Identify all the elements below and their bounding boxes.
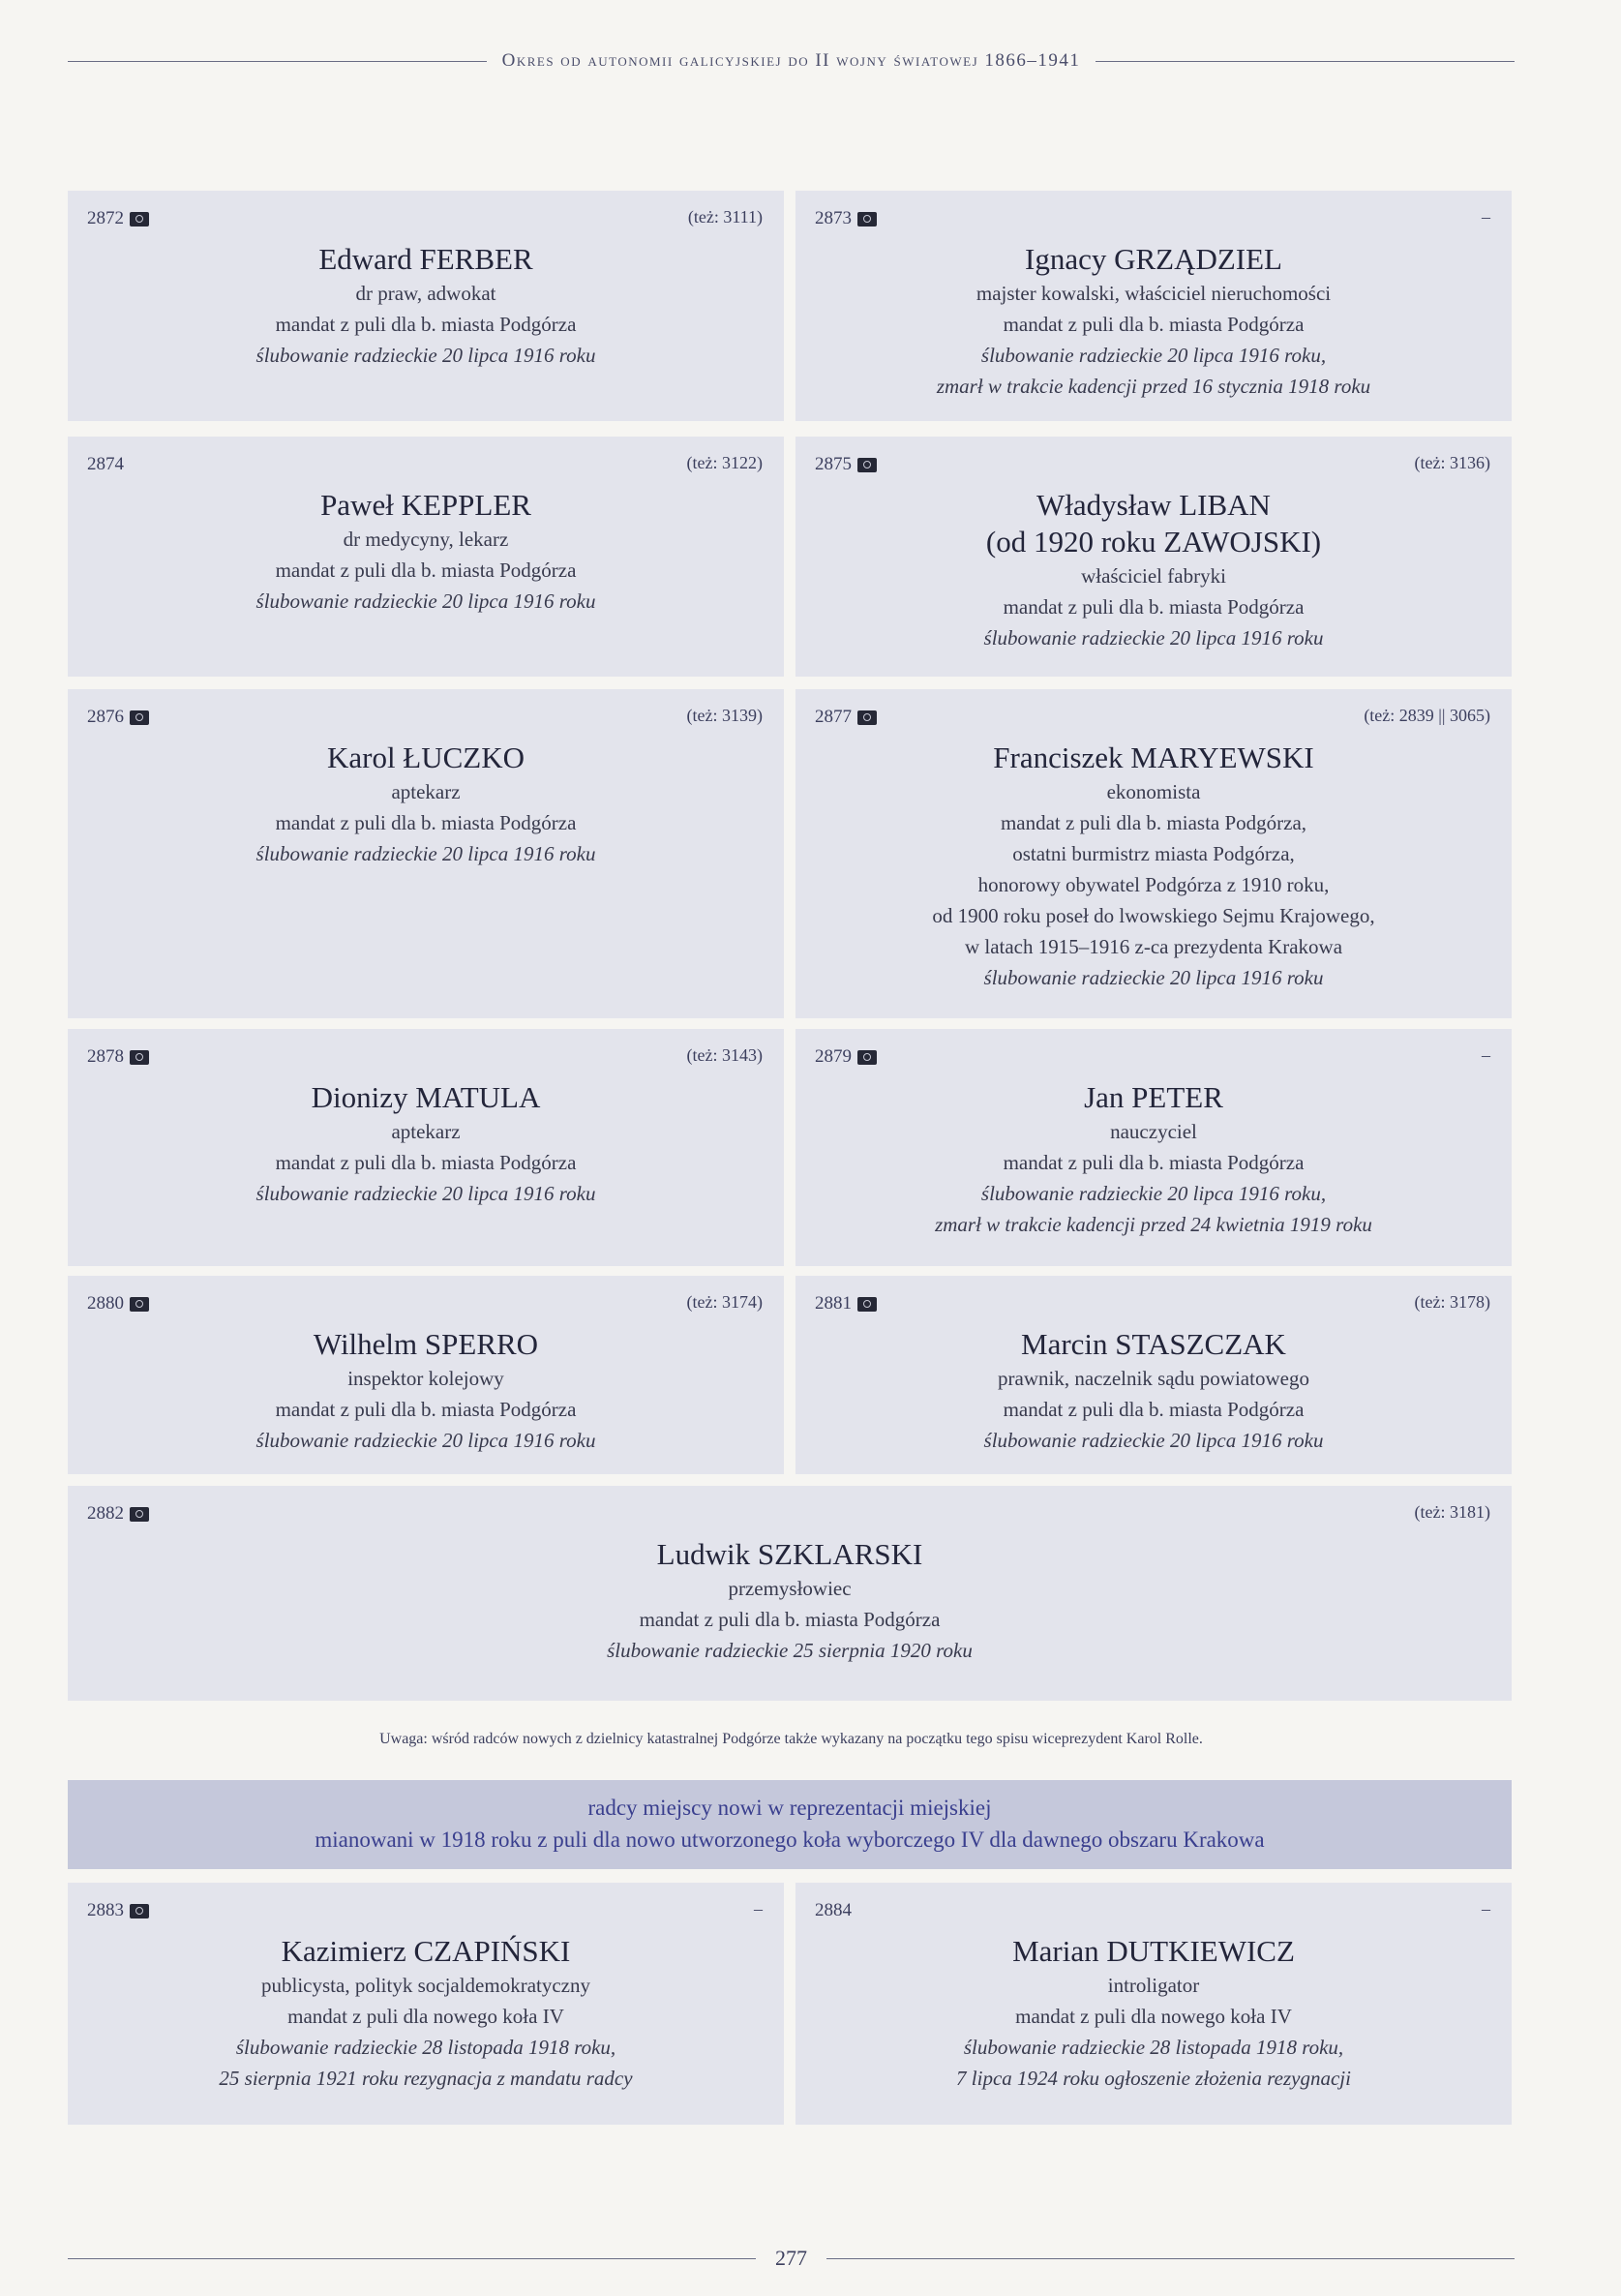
cross-reference: (też: 3136) (1414, 453, 1490, 472)
entry-oath-line: ślubowanie radzieckie 20 lipca 1916 roku (255, 344, 596, 367)
person-name: Karol ŁUCZKO (326, 740, 525, 774)
entry-line: aptekarz (391, 1120, 461, 1143)
entry-line: mandat z puli dla b. miasta Podgórza (1003, 1398, 1305, 1421)
header-rule-right (1096, 61, 1515, 62)
entry-number (815, 208, 877, 229)
entry-number-text: 2875 (815, 454, 852, 474)
entry-number-text: 2876 (87, 707, 124, 727)
entry-line: mandat z puli dla b. miasta Podgórza (1003, 313, 1305, 336)
entry-body (795, 1079, 1512, 1240)
entry-number (815, 454, 877, 475)
cross-reference: – (1482, 207, 1490, 227)
header-rule-left (68, 61, 487, 62)
entry-number (87, 707, 149, 728)
entry-card-2874 (68, 437, 784, 677)
entry-number (815, 1046, 877, 1068)
cross-reference: (też: 2839 || 3065) (1364, 706, 1490, 725)
entry-oath-line: ślubowanie radzieckie 25 sierpnia 1920 roku (607, 1639, 973, 1662)
entry-card-2882 (68, 1486, 1512, 1701)
entry-oath-line: ślubowanie radzieckie 28 listopada 1918 roku, (235, 2036, 616, 2059)
photo-icon (857, 1297, 877, 1312)
entry-number (815, 707, 877, 728)
entry-line: mandat z puli dla b. miasta Podgórza (275, 313, 577, 336)
page-number: 277 (775, 2246, 807, 2270)
entry-body (68, 1326, 784, 1456)
entry-oath-line: ślubowanie radzieckie 20 lipca 1916 roku (255, 1429, 596, 1452)
cross-reference: (też: 3181) (1414, 1502, 1490, 1522)
entry-body (795, 487, 1512, 653)
entry-oath-line: ślubowanie radzieckie 20 lipca 1916 roku (255, 1182, 596, 1205)
entry-card-2879 (795, 1029, 1512, 1266)
entry-line: honorowy obywatel Podgórza z 1910 roku, (977, 873, 1330, 896)
section-banner (68, 1780, 1512, 1869)
photo-icon (857, 458, 877, 472)
footer-rule-right (826, 2258, 1515, 2259)
entry-line: mandat z puli dla b. miasta Podgórza (1003, 1151, 1305, 1174)
entry-number-text: 2880 (87, 1293, 124, 1314)
entry-card-2872 (68, 191, 784, 421)
entry-line: mandat z puli dla b. miasta Podgórza (275, 1151, 577, 1174)
entry-line: nauczyciel (1110, 1120, 1197, 1143)
entry-number (815, 1900, 852, 1921)
entry-body (795, 1326, 1512, 1456)
person-name: Kazimierz CZAPIŃSKI (281, 1934, 571, 1968)
cross-reference: (też: 3174) (686, 1292, 763, 1312)
entry-line: mandat z puli dla nowego koła IV (1015, 2005, 1292, 2028)
entry-line: publicysta, polityk socjaldemokratyczny (261, 1974, 590, 1997)
photo-icon (130, 1507, 149, 1522)
entry-number-text: 2872 (87, 208, 124, 228)
editorial-note: Uwaga: wśród radców nowych z dzielnicy katastralnej Podgórze także wykazany na początku tego spisu wiceprezydent Karol Rolle. (379, 1731, 1203, 1747)
entry-card-2881 (795, 1276, 1512, 1474)
entry-number-text: 2873 (815, 208, 852, 228)
entry-number (87, 1900, 149, 1921)
person-name-alt: (od 1920 roku ZAWOJSKI) (985, 525, 1322, 559)
entry-line: właściciel fabryki (1081, 564, 1226, 588)
person-name: Paweł KEPPLER (320, 488, 531, 522)
entry-number-text: 2874 (87, 454, 124, 474)
person-name: Marian DUTKIEWICZ (1012, 1934, 1295, 1968)
running-title: Okres od autonomii galicyjskiej do II wojny światowej 1866–1941 (501, 50, 1081, 71)
entry-oath-line: ślubowanie radzieckie 20 lipca 1916 roku, (980, 344, 1327, 367)
cross-reference: – (754, 1899, 763, 1918)
entry-oath-line: ślubowanie radzieckie 20 lipca 1916 roku (983, 1429, 1324, 1452)
entry-body (68, 487, 784, 617)
photo-icon (130, 212, 149, 227)
entry-line: mandat z puli dla b. miasta Podgórza, (1000, 811, 1307, 834)
photo-icon (130, 710, 149, 725)
entry-card-2873 (795, 191, 1512, 421)
entry-body (795, 1933, 1512, 2094)
entry-oath-line: zmarł w trakcie kadencji przed 16 stycznia 1918 roku (936, 375, 1371, 398)
entry-line: introligator (1107, 1974, 1200, 1997)
person-name: Władysław LIBAN (1036, 488, 1271, 522)
entry-number (87, 454, 124, 475)
entry-number (87, 1046, 149, 1068)
entry-body (68, 740, 784, 869)
entry-card-2875 (795, 437, 1512, 677)
entry-card-2876 (68, 689, 784, 1018)
entry-line: mandat z puli dla b. miasta Podgórza (275, 559, 577, 582)
entry-line: ekonomista (1106, 780, 1201, 803)
cross-reference: – (1482, 1045, 1490, 1065)
footer-rule-left (68, 2258, 756, 2259)
photo-icon (130, 1297, 149, 1312)
page-footer (68, 2246, 1515, 2271)
entry-line: mandat z puli dla b. miasta Podgórza (639, 1608, 941, 1631)
person-name: Franciszek MARYEWSKI (993, 740, 1314, 774)
entry-line: przemysłowiec (728, 1577, 852, 1600)
entry-number (87, 1293, 149, 1314)
entry-line: mandat z puli dla b. miasta Podgórza (1003, 595, 1305, 619)
photo-icon (130, 1050, 149, 1065)
entry-card-2884 (795, 1883, 1512, 2125)
entry-number-text: 2879 (815, 1046, 852, 1067)
entry-oath-line: ślubowanie radzieckie 20 lipca 1916 roku (255, 842, 596, 865)
entry-body (68, 241, 784, 371)
section-banner-line-2: mianowani w 1918 roku z puli dla nowo utworzonego koła wyborczego IV dla dawnego obszaru Krakowa (315, 1828, 1265, 1852)
cross-reference: (też: 3139) (686, 706, 763, 725)
entry-oath-line: ślubowanie radzieckie 20 lipca 1916 roku (255, 589, 596, 613)
entry-number-text: 2881 (815, 1293, 852, 1314)
cross-reference: (też: 3111) (687, 207, 763, 227)
entry-body (68, 1536, 1512, 1666)
entry-line: dr praw, adwokat (355, 282, 496, 305)
entry-card-2880 (68, 1276, 784, 1474)
entry-line: aptekarz (391, 780, 461, 803)
entry-number (87, 208, 149, 229)
entry-line: prawnik, naczelnik sądu powiatowego (998, 1367, 1309, 1390)
entry-line: mandat z puli dla b. miasta Podgórza (275, 811, 577, 834)
section-banner-line-1: radcy miejscy nowi w reprezentacji miejskiej (587, 1796, 992, 1820)
entry-number (815, 1293, 877, 1314)
photo-icon (857, 710, 877, 725)
entry-body (795, 241, 1512, 402)
entry-line: w latach 1915–1916 z-ca prezydenta Krakowa (964, 935, 1343, 958)
cross-reference: – (1482, 1899, 1490, 1918)
entry-number-text: 2884 (815, 1900, 852, 1920)
cross-reference: (też: 3122) (686, 453, 763, 472)
person-name: Ignacy GRZĄDZIEL (1025, 242, 1282, 276)
photo-icon (857, 212, 877, 227)
cross-reference: (też: 3178) (1414, 1292, 1490, 1312)
entry-oath-line: ślubowanie radzieckie 20 lipca 1916 roku (983, 626, 1324, 650)
person-name: Edward FERBER (318, 242, 533, 276)
person-name: Jan PETER (1084, 1080, 1223, 1114)
person-name: Dionizy MATULA (311, 1080, 541, 1114)
entry-oath-line: 25 sierpnia 1921 roku rezygnacja z mandatu radcy (219, 2067, 633, 2090)
entry-line: inspektor kolejowy (347, 1367, 504, 1390)
entry-oath-line: zmarł w trakcie kadencji przed 24 kwietnia 1919 roku (935, 1213, 1372, 1236)
entry-card-2877 (795, 689, 1512, 1018)
photo-icon (130, 1904, 149, 1918)
entry-body (68, 1933, 784, 2094)
entry-oath-line: ślubowanie radzieckie 20 lipca 1916 roku, (980, 1182, 1327, 1205)
person-name: Ludwik SZKLARSKI (656, 1537, 923, 1571)
entry-line: ostatni burmistrz miasta Podgórza, (1012, 842, 1295, 865)
entry-number-text: 2877 (815, 707, 852, 727)
entry-number-text: 2883 (87, 1900, 124, 1920)
entry-oath-line: ślubowanie radzieckie 20 lipca 1916 roku (983, 966, 1324, 989)
entry-body (795, 740, 1512, 993)
entry-line: mandat z puli dla b. miasta Podgórza (275, 1398, 577, 1421)
person-name: Wilhelm SPERRO (313, 1327, 539, 1361)
entry-card-2878 (68, 1029, 784, 1266)
running-head (68, 50, 1515, 72)
entry-line: mandat z puli dla nowego koła IV (287, 2005, 564, 2028)
cross-reference: (też: 3143) (686, 1045, 763, 1065)
entry-oath-line: 7 lipca 1924 roku ogłoszenie złożenia rezygnacji (956, 2067, 1351, 2090)
entry-number-text: 2878 (87, 1046, 124, 1067)
photo-icon (857, 1050, 877, 1065)
entry-line: dr medycyny, lekarz (343, 528, 509, 551)
entry-oath-line: ślubowanie radzieckie 28 listopada 1918 roku, (963, 2036, 1344, 2059)
entry-card-2883 (68, 1883, 784, 2125)
entry-body (68, 1079, 784, 1209)
entry-line: majster kowalski, właściciel nieruchomości (976, 282, 1332, 305)
entry-line: od 1900 roku poseł do lwowskiego Sejmu Krajowego, (932, 904, 1375, 927)
entry-number-text: 2882 (87, 1503, 124, 1524)
person-name: Marcin STASZCZAK (1021, 1327, 1286, 1361)
entry-number (87, 1503, 149, 1525)
